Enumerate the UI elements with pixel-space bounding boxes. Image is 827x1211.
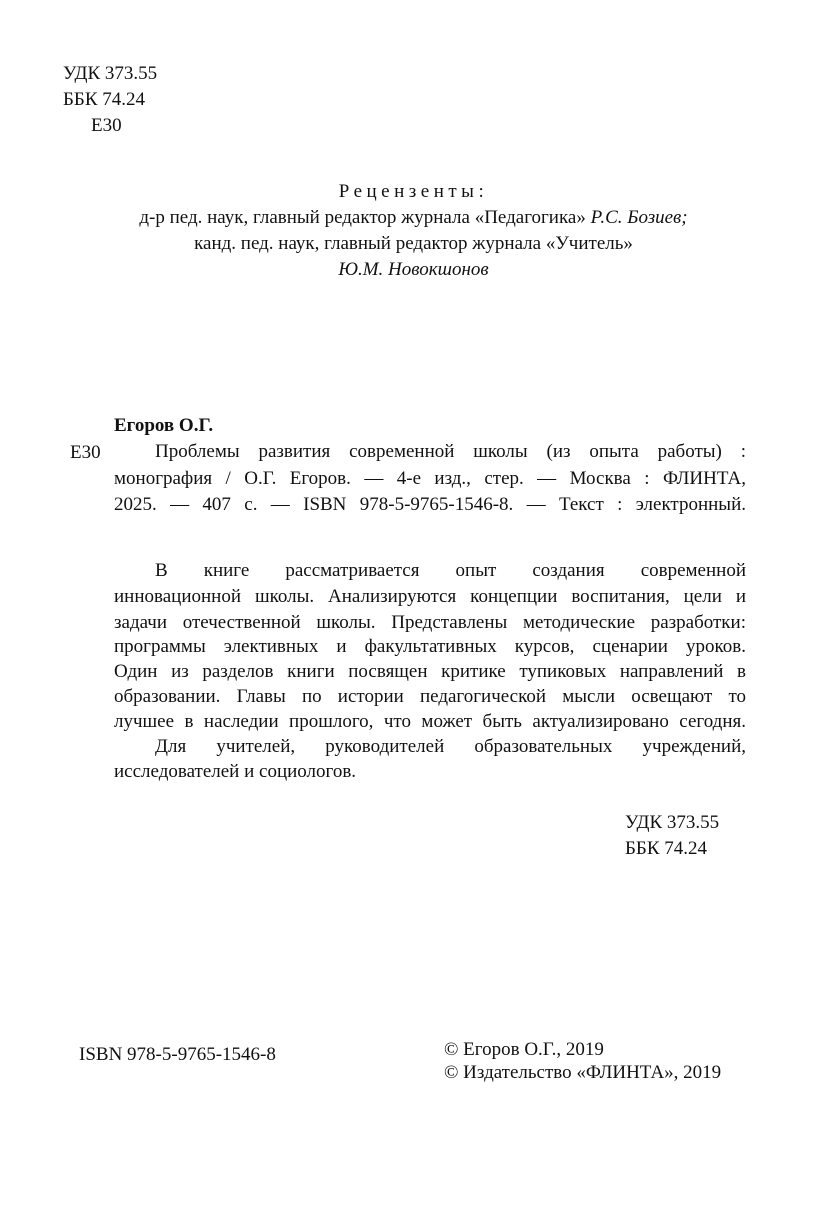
- annotation-line-4: программы элективных и факультативных курсов, сценарии уроков.: [114, 636, 746, 657]
- reviewers-heading: Рецензенты:: [338, 181, 489, 202]
- reviewer-2-name: [0, 257, 827, 283]
- bibliographic-line-1: Проблемы развития современной школы (из опыта работы) :: [155, 441, 746, 462]
- author-mark: Е30: [70, 442, 101, 463]
- reviewer-2-position: канд. пед. наук, главный редактор журнала «Учитель»: [194, 233, 633, 254]
- bibliographic-line-2: монография / О.Г. Егоров. — 4-е изд., стер. — Москва : ФЛИНТА,: [114, 468, 746, 489]
- reviewer-1-name: Р.С. Бозиев;: [590, 207, 688, 228]
- author-mark-top: Е30: [91, 115, 122, 136]
- udk-top: УДК 373.55: [63, 63, 158, 84]
- author-name: Егоров О.Г.: [114, 415, 214, 436]
- annotation-line-8: Для учителей, руководителей образовательных учреждений,: [155, 736, 746, 757]
- annotation-line-2: инновационной школы. Анализируются концепции воспитания, цели и: [114, 586, 746, 607]
- annotation-line-1: В книге рассматривается опыт создания современной: [155, 560, 746, 581]
- reviewer-2-name-text: Ю.М. Новокшонов: [338, 259, 489, 280]
- annotation-line-7: лучшее в наследии прошлого, что может быть актуализировано сегодня.: [114, 711, 746, 732]
- annotation-line-6: образовании. Главы по истории педагогической мысли освещают то: [114, 686, 746, 707]
- isbn-footer: ISBN 978-5-9765-1546-8: [79, 1044, 276, 1065]
- bbk-top: ББК 74.24: [63, 89, 145, 110]
- annotation-line-3: задачи отечественной школы. Представлены методические разработки:: [114, 612, 746, 633]
- annotation-line-5: Один из разделов книги посвящен критике тупиковых направлений в: [114, 661, 746, 682]
- reviewer-1: [0, 205, 827, 231]
- bibliographic-line-3: 2025. — 407 с. — ISBN 978-5-9765-1546-8. — Текст : электронный.: [114, 494, 746, 515]
- copyright-author: © Егоров О.Г., 2019: [444, 1039, 604, 1060]
- copyright-publisher: © Издательство «ФЛИНТА», 2019: [444, 1062, 722, 1083]
- reviewer-1-position: д-р пед. наук, главный редактор журнала «Педагогика»: [139, 207, 586, 228]
- bbk-bottom: ББК 74.24: [625, 838, 707, 859]
- bibliographic-author: [114, 413, 213, 439]
- annotation-line-9: исследователей и социологов.: [114, 761, 357, 782]
- udk-bottom: УДК 373.55: [625, 812, 720, 833]
